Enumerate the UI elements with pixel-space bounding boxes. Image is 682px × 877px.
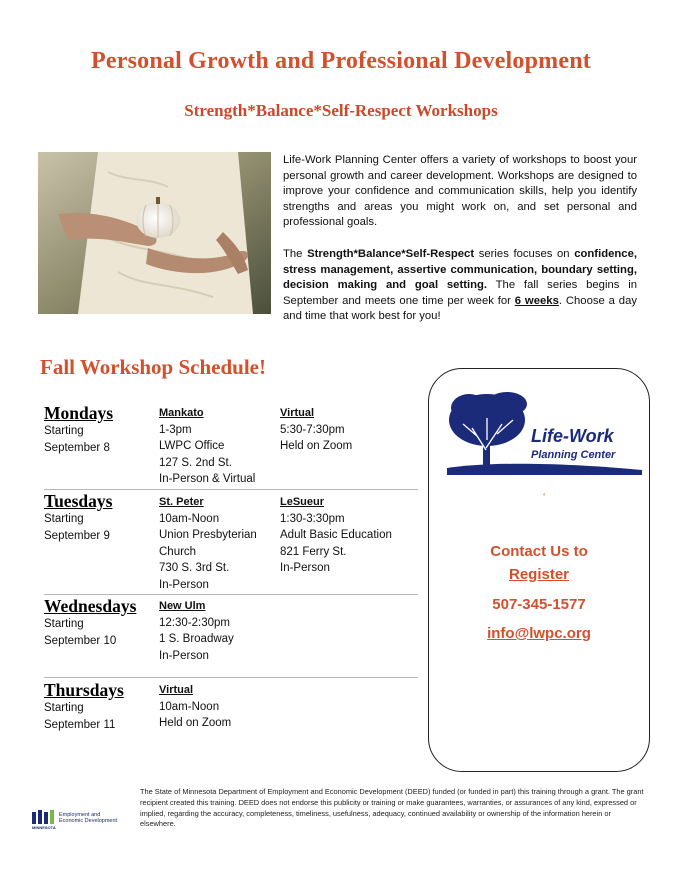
register-link[interactable] (428, 566, 650, 583)
location-name: Virtual (280, 407, 315, 419)
day-tuesday (44, 491, 112, 544)
location-line: Church (159, 545, 197, 558)
day-starting: Starting (44, 513, 84, 525)
location-line: 1-3pm (159, 423, 192, 436)
day-thursday (44, 680, 124, 733)
intro-p2-part: . Choose a day and time that work best for you! (283, 294, 637, 323)
divider (44, 489, 418, 490)
logo-line1: Life-Work (531, 426, 614, 446)
day-monday (44, 403, 113, 456)
location-line: 127 S. 2nd St. (159, 456, 232, 469)
location-virtual-monday (280, 405, 352, 455)
location-line: 1:30-3:30pm (280, 512, 345, 525)
register-text[interactable]: Register (508, 566, 570, 583)
location-new-ulm (159, 598, 234, 664)
day-name: Thursdays (44, 680, 124, 700)
location-line: 730 S. 3rd St. (159, 562, 230, 574)
contact-email[interactable]: info@lwpc.org (487, 625, 591, 642)
location-line: Adult Basic Education (280, 529, 392, 541)
location-line: In-Person & Virtual (159, 473, 256, 485)
intro-p2-part: The fall series begins in September and meets one time per week for (283, 279, 637, 307)
location-name: Mankato (159, 407, 204, 419)
logo-line2: Planning Center (531, 449, 616, 461)
series-duration: 6 weeks (514, 294, 559, 307)
location-line: 5:30-7:30pm (280, 423, 345, 436)
location-st-peter (159, 494, 257, 593)
day-date: September 11 (44, 718, 116, 731)
location-line: 12:30-2:30pm (159, 616, 230, 629)
location-mankato (159, 405, 255, 488)
intro-text (283, 153, 637, 341)
location-line: Held on Zoom (280, 440, 353, 452)
intro-p2-part: series focuses on (474, 247, 575, 260)
contact-heading: Contact Us to (490, 543, 588, 560)
location-name: St. Peter (159, 496, 204, 508)
state-label: MINNESOTA (32, 825, 56, 830)
contact-phone[interactable]: 507-345-1577 (492, 596, 586, 613)
location-line: 10am-Noon (159, 700, 220, 713)
location-line: 821 Ferry St. (280, 545, 347, 558)
location-virtual-thursday (159, 682, 231, 732)
day-date: September 8 (44, 441, 110, 454)
day-name: Mondays (44, 403, 114, 423)
location-lesueur (280, 494, 392, 577)
intro-paragraph-2 (283, 247, 637, 325)
day-starting: Starting (44, 702, 84, 714)
intro-p2-part: The (283, 247, 308, 260)
logo-text: Employment and (59, 812, 101, 818)
location-line: In-Person (159, 578, 209, 591)
life-work-logo (447, 390, 642, 475)
schedule-title: Fall Workshop Schedule! (40, 355, 266, 379)
location-name: LeSueur (280, 496, 325, 508)
divider (44, 677, 418, 678)
day-date: September 10 (44, 634, 117, 647)
intro-paragraph-1: Life-Work Planning Center offers a variety of workshops to boost your personal growth and career development. Workshops are designed to improve your confidence and communication skills, help you identify strengths and areas you might work on, and set personal and professional goals. (283, 154, 637, 229)
location-name: New Ulm (159, 600, 206, 612)
location-line: In-Person (280, 562, 330, 574)
day-name: Wednesdays (44, 596, 137, 616)
series-name: Strength*Balance*Self-Respect (307, 247, 475, 260)
funding-disclaimer: The State of Minnesota Department of Employment and Economic Development (DEED) funded (or funded in part) this training through a grant. The grant recipient created this training. DEED does not endorse this publicity or training or make guarantees, warranties, or assurances of any kind, expressed or implied, regarding the accuracy, completeness, timeliness, usefulness, adequacy, continued availability or ownership of the information herein or elsewhere. (140, 787, 644, 829)
location-name: Virtual (159, 684, 194, 696)
day-starting: Starting (44, 618, 84, 630)
location-line: 10am-Noon (159, 512, 220, 525)
location-line: In-Person (159, 649, 209, 662)
stray-mark: ‘ (543, 492, 546, 503)
day-date: September 9 (44, 529, 110, 542)
series-topics: confidence, stress management, assertive communication, boundary setting, decision making and goal setting. (283, 247, 637, 292)
day-wednesday (44, 596, 136, 649)
location-line: LWPC Office (159, 440, 225, 452)
divider (44, 594, 418, 595)
hands-pumpkin-photo (38, 152, 271, 314)
page-subtitle: Strength*Balance*Self-Respect Workshops (184, 101, 498, 120)
location-line: Union Presbyterian (159, 529, 257, 541)
location-line: 1 S. Broadway (159, 633, 234, 645)
contact-email-link[interactable] (428, 625, 650, 642)
location-line: Held on Zoom (159, 717, 232, 729)
logo-text: Economic Development (59, 818, 118, 824)
day-starting: Starting (44, 425, 84, 437)
day-name: Tuesdays (44, 491, 113, 511)
deed-logo (32, 808, 132, 830)
page-title: Personal Growth and Professional Development (91, 48, 591, 74)
